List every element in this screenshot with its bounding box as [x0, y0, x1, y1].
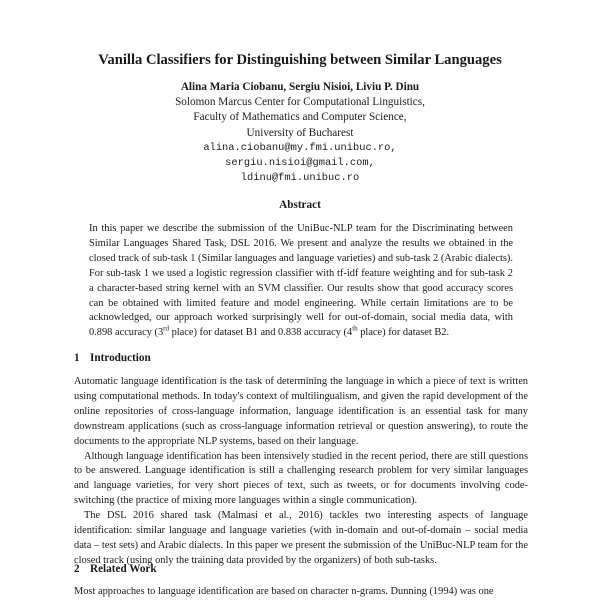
section-heading-related-work [74, 563, 157, 575]
abstract-text: In this paper we describe the submission of the UniBuc-NLP team for the Discriminating between Similar Languages Shared Task, DSL 2016. We present and analyze the results we obtained in the closed track of sub-task 1 (Similar languages and language varieties) and sub-task 2 (Arabic dialects). For sub-task 1 we used a logistic regression classifier with tf-idf feature weighting and for sub-task 2 a character-based string kernel with an SVM classifier. Our results show that good accuracy scores can be obtained with limited feature and model engineering. While certain limitations are to be acknowledged, our approach worked surprisingly well for out-of-domain, social media data, with 0.898 accuracy (3 [89, 223, 513, 339]
affiliation-line: University of Bucharest [246, 126, 354, 139]
paper-title: Vanilla Classifiers for Distinguishing between Similar Languages [98, 52, 502, 68]
affiliation-line: Faculty of Mathematics and Computer Science, [193, 111, 407, 124]
abstract-text: place) for dataset B1 and 0.838 accuracy (4 [168, 327, 353, 339]
author-block [0, 80, 600, 186]
body-paragraph: Although language identification has been intensively studied in the recent period, there are still questions to be answered. Language identification is still a challenging research problem for very similar languages and language varieties, for very short pieces of text, such as tweets, or for documents involving code-switching (the practice of mixing more languages within a single communication). [74, 450, 528, 507]
body-paragraph: The DSL 2016 shared task (Malmasi et al., 2016) tackles two interesting aspects of language identification: similar language and language varieties (with in-domain and out-of-domain – social media data – test sets) and Arabic dialects. In this paper we present the submission of the UniBuc-NLP team for the closed track (using only the training data provided by the organizers) of both sub-tasks. [74, 510, 528, 566]
author-email: sergiu.nisioi@gmail.com, [225, 157, 375, 170]
section-title: Introduction [90, 352, 151, 364]
author-email: alina.ciobanu@my.fmi.unibuc.ro, [203, 141, 397, 154]
body-paragraph: Automatic language identification is the task of determining the language in which a piece of text is written using computational methods. In today's context of multilingualism, and given the rapid development of the online repositories of cross-language information, language identification is an essential task for many downstream applications (such as cross-language information retrieval or question answering), to route the documents to the appropriate NLP systems, based on their language. [74, 376, 528, 447]
author-names: Alina Maria Ciobanu, Sergiu Nisioi, Liviu P. Dinu [180, 81, 420, 93]
author-email: ldinu@fmi.unibuc.ro [240, 172, 360, 185]
section-title: Related Work [90, 563, 157, 575]
superscript: th [352, 324, 358, 333]
section-number: 2 [74, 563, 80, 575]
introduction-body [74, 375, 528, 569]
affiliation-line: Solomon Marcus Center for Computational Linguistics, [175, 96, 425, 109]
abstract-paragraph [89, 222, 513, 341]
section-heading-introduction [74, 352, 151, 364]
superscript: rd [163, 324, 169, 333]
related-work-body [74, 585, 528, 600]
body-paragraph: Most approaches to language identification are based on character n-grams. Dunning (1994) was one [74, 586, 494, 597]
abstract-text: place) for dataset B2. [357, 327, 450, 339]
abstract-heading: Abstract [279, 199, 321, 211]
section-number: 1 [74, 352, 80, 364]
abstract-body [89, 222, 513, 341]
